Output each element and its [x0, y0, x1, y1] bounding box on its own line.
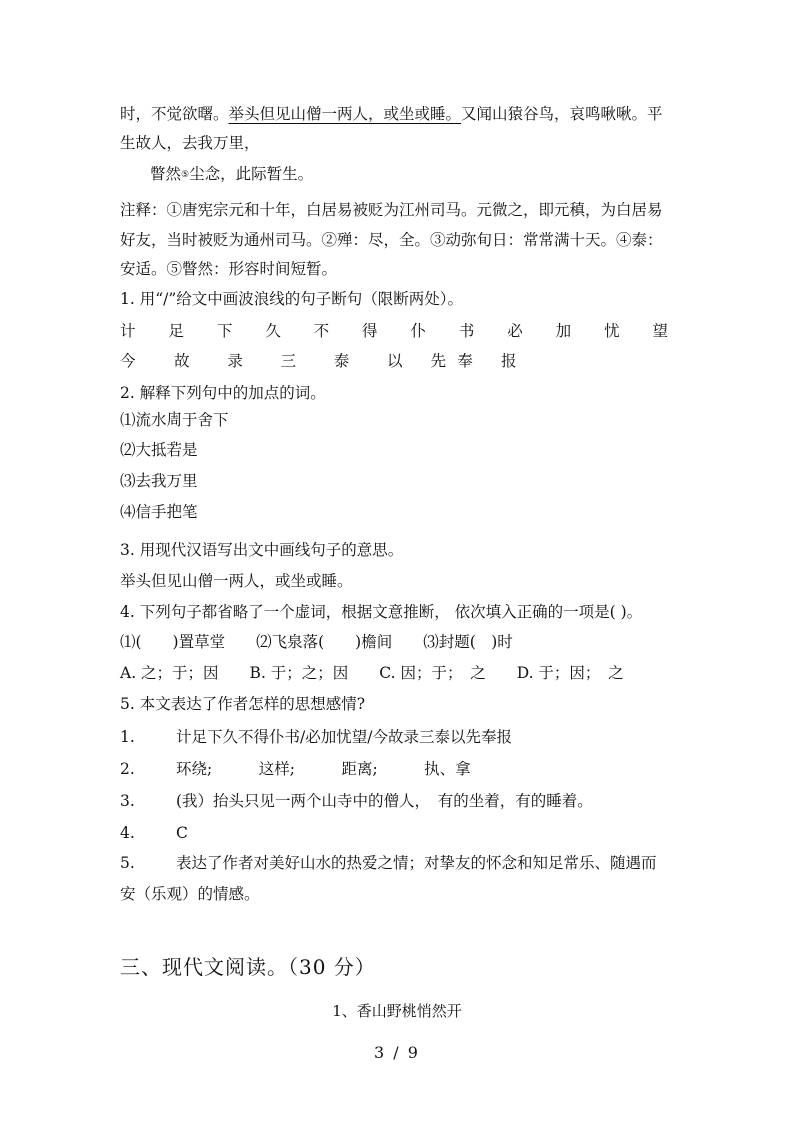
char: 望	[652, 322, 668, 340]
answer-number: 4.	[120, 824, 135, 842]
char: 计	[120, 322, 136, 340]
question-3-prompt: 3. 用现代汉语写出文中画线句子的意思。	[120, 541, 404, 559]
notes-line-2: 好友，当时被贬为通州司马。②殚：尽，全。③动弥旬日：常常满十天。④泰：	[120, 231, 663, 249]
underlined-sentence: 举头但见山僧一两人，或坐或睡。	[228, 105, 462, 123]
article-title: 1、香山野桃悄然开	[332, 1002, 462, 1020]
char: 以	[386, 352, 403, 370]
answer-2	[120, 759, 471, 779]
item-text: 是	[182, 441, 198, 459]
char: 不	[313, 322, 330, 340]
answer-number: 1.	[120, 728, 135, 746]
passage-line-3	[150, 164, 313, 185]
item-text: ⑷信手	[120, 503, 167, 521]
passage-line-2: 生故人，去我万里，	[120, 134, 260, 152]
item-text: 笔	[182, 503, 198, 521]
answer-3	[120, 791, 593, 811]
char: 录	[227, 352, 243, 370]
question-2-item-4	[120, 502, 198, 522]
item-text: ⑵大抵	[120, 441, 167, 459]
passage-text: 尘念，此际暂生。	[189, 165, 314, 183]
char: 得	[362, 322, 378, 340]
question-4-prompt: 4. 下列句子都省略了一个虚词，根据文意推断， 依次填入正确的一项是( )。	[120, 603, 643, 621]
char: 足	[168, 322, 184, 340]
char: 忧	[604, 322, 620, 340]
char: 仆	[410, 322, 426, 340]
dotted-word: 若	[166, 441, 183, 459]
answer-number: 5.	[120, 854, 135, 872]
passage-text: 瞥然	[150, 165, 182, 183]
char: 今	[120, 352, 136, 370]
item-text: ⑴流水	[120, 411, 167, 429]
section-heading: 三、现代文阅读。（30 分）	[120, 955, 376, 979]
notes-line-1: 注释：①唐宪宗元和十年，白居易被贬为江州司马。元微之，即元稹，为白居易	[120, 201, 663, 219]
passage-text: 又闻山猿谷鸟，哀鸣啾啾。平	[461, 105, 663, 123]
question-2-item-2	[120, 440, 198, 460]
char: 报	[500, 352, 517, 370]
page-number: 3 / 9	[374, 1043, 420, 1062]
char: 必	[507, 322, 523, 340]
char: 故	[174, 352, 190, 370]
question-2-item-3	[120, 471, 198, 491]
item-text: 于舍下	[182, 411, 229, 429]
char: 书	[458, 322, 475, 340]
question-1-row-1	[120, 321, 668, 341]
question-3-sentence: 举头但见山僧一两人，或坐或睡。	[120, 572, 353, 590]
question-1-row-2	[120, 351, 520, 371]
item-text: ⑶	[120, 472, 136, 490]
question-2-item-1	[120, 410, 229, 430]
answer-text: 计足下久不得仆书/必加忧望/今故录三泰以先奉报	[176, 728, 512, 746]
question-5-prompt: 5. 本文表达了作者怎样的思想感情?	[120, 695, 366, 713]
dotted-word: 周	[166, 411, 183, 429]
question-2-prompt: 2. 解释下列句中的加点的词。	[120, 384, 326, 402]
answer-text: (我）抬头只见一两个山寺中的僧人， 有的坐着，有的睡着。	[176, 792, 593, 810]
item-text: 我万里	[151, 472, 198, 490]
question-1-prompt: 1. 用“/”给文中画波浪线的句子断句（限断两处）。	[120, 290, 464, 308]
answer-1	[120, 727, 512, 747]
answer-5-continued: 安（乐观）的情感。	[120, 885, 260, 903]
passage-line-1	[120, 104, 663, 124]
answer-number: 2.	[120, 760, 135, 778]
question-4-items: ⑴( )置草堂 ⑵飞泉落( )檐间 ⑶封题( )时	[120, 633, 513, 651]
question-4-options: A. 之；于；因 B. 于；之；因 C. 因；于； 之 D. 于；因； 之	[120, 664, 624, 682]
answer-4	[120, 823, 188, 843]
passage-text: 时，不觉欲曙。	[120, 105, 229, 123]
answer-number: 3.	[120, 792, 135, 810]
answer-text: 表达了作者对美好山水的热爱之情；对挚友的怀念和知足常乐、随遇而	[176, 854, 657, 872]
char: 加	[555, 322, 572, 340]
char: 先	[430, 352, 447, 370]
char: 久	[265, 322, 281, 340]
answer-5	[120, 853, 657, 873]
char: 泰	[333, 352, 350, 370]
footnote-marker: ⑤	[181, 170, 190, 180]
answer-text: C	[176, 824, 188, 842]
char: 奉	[457, 352, 473, 370]
answer-text: 环绕; 这样; 距离; 执、拿	[176, 760, 471, 778]
notes-line-3: 安适。⑤瞥然：形容时间短暂。	[120, 260, 338, 278]
dotted-word: 去	[135, 472, 152, 490]
char: 下	[216, 322, 233, 340]
dotted-word: 把	[166, 503, 183, 521]
char: 三	[280, 352, 297, 370]
